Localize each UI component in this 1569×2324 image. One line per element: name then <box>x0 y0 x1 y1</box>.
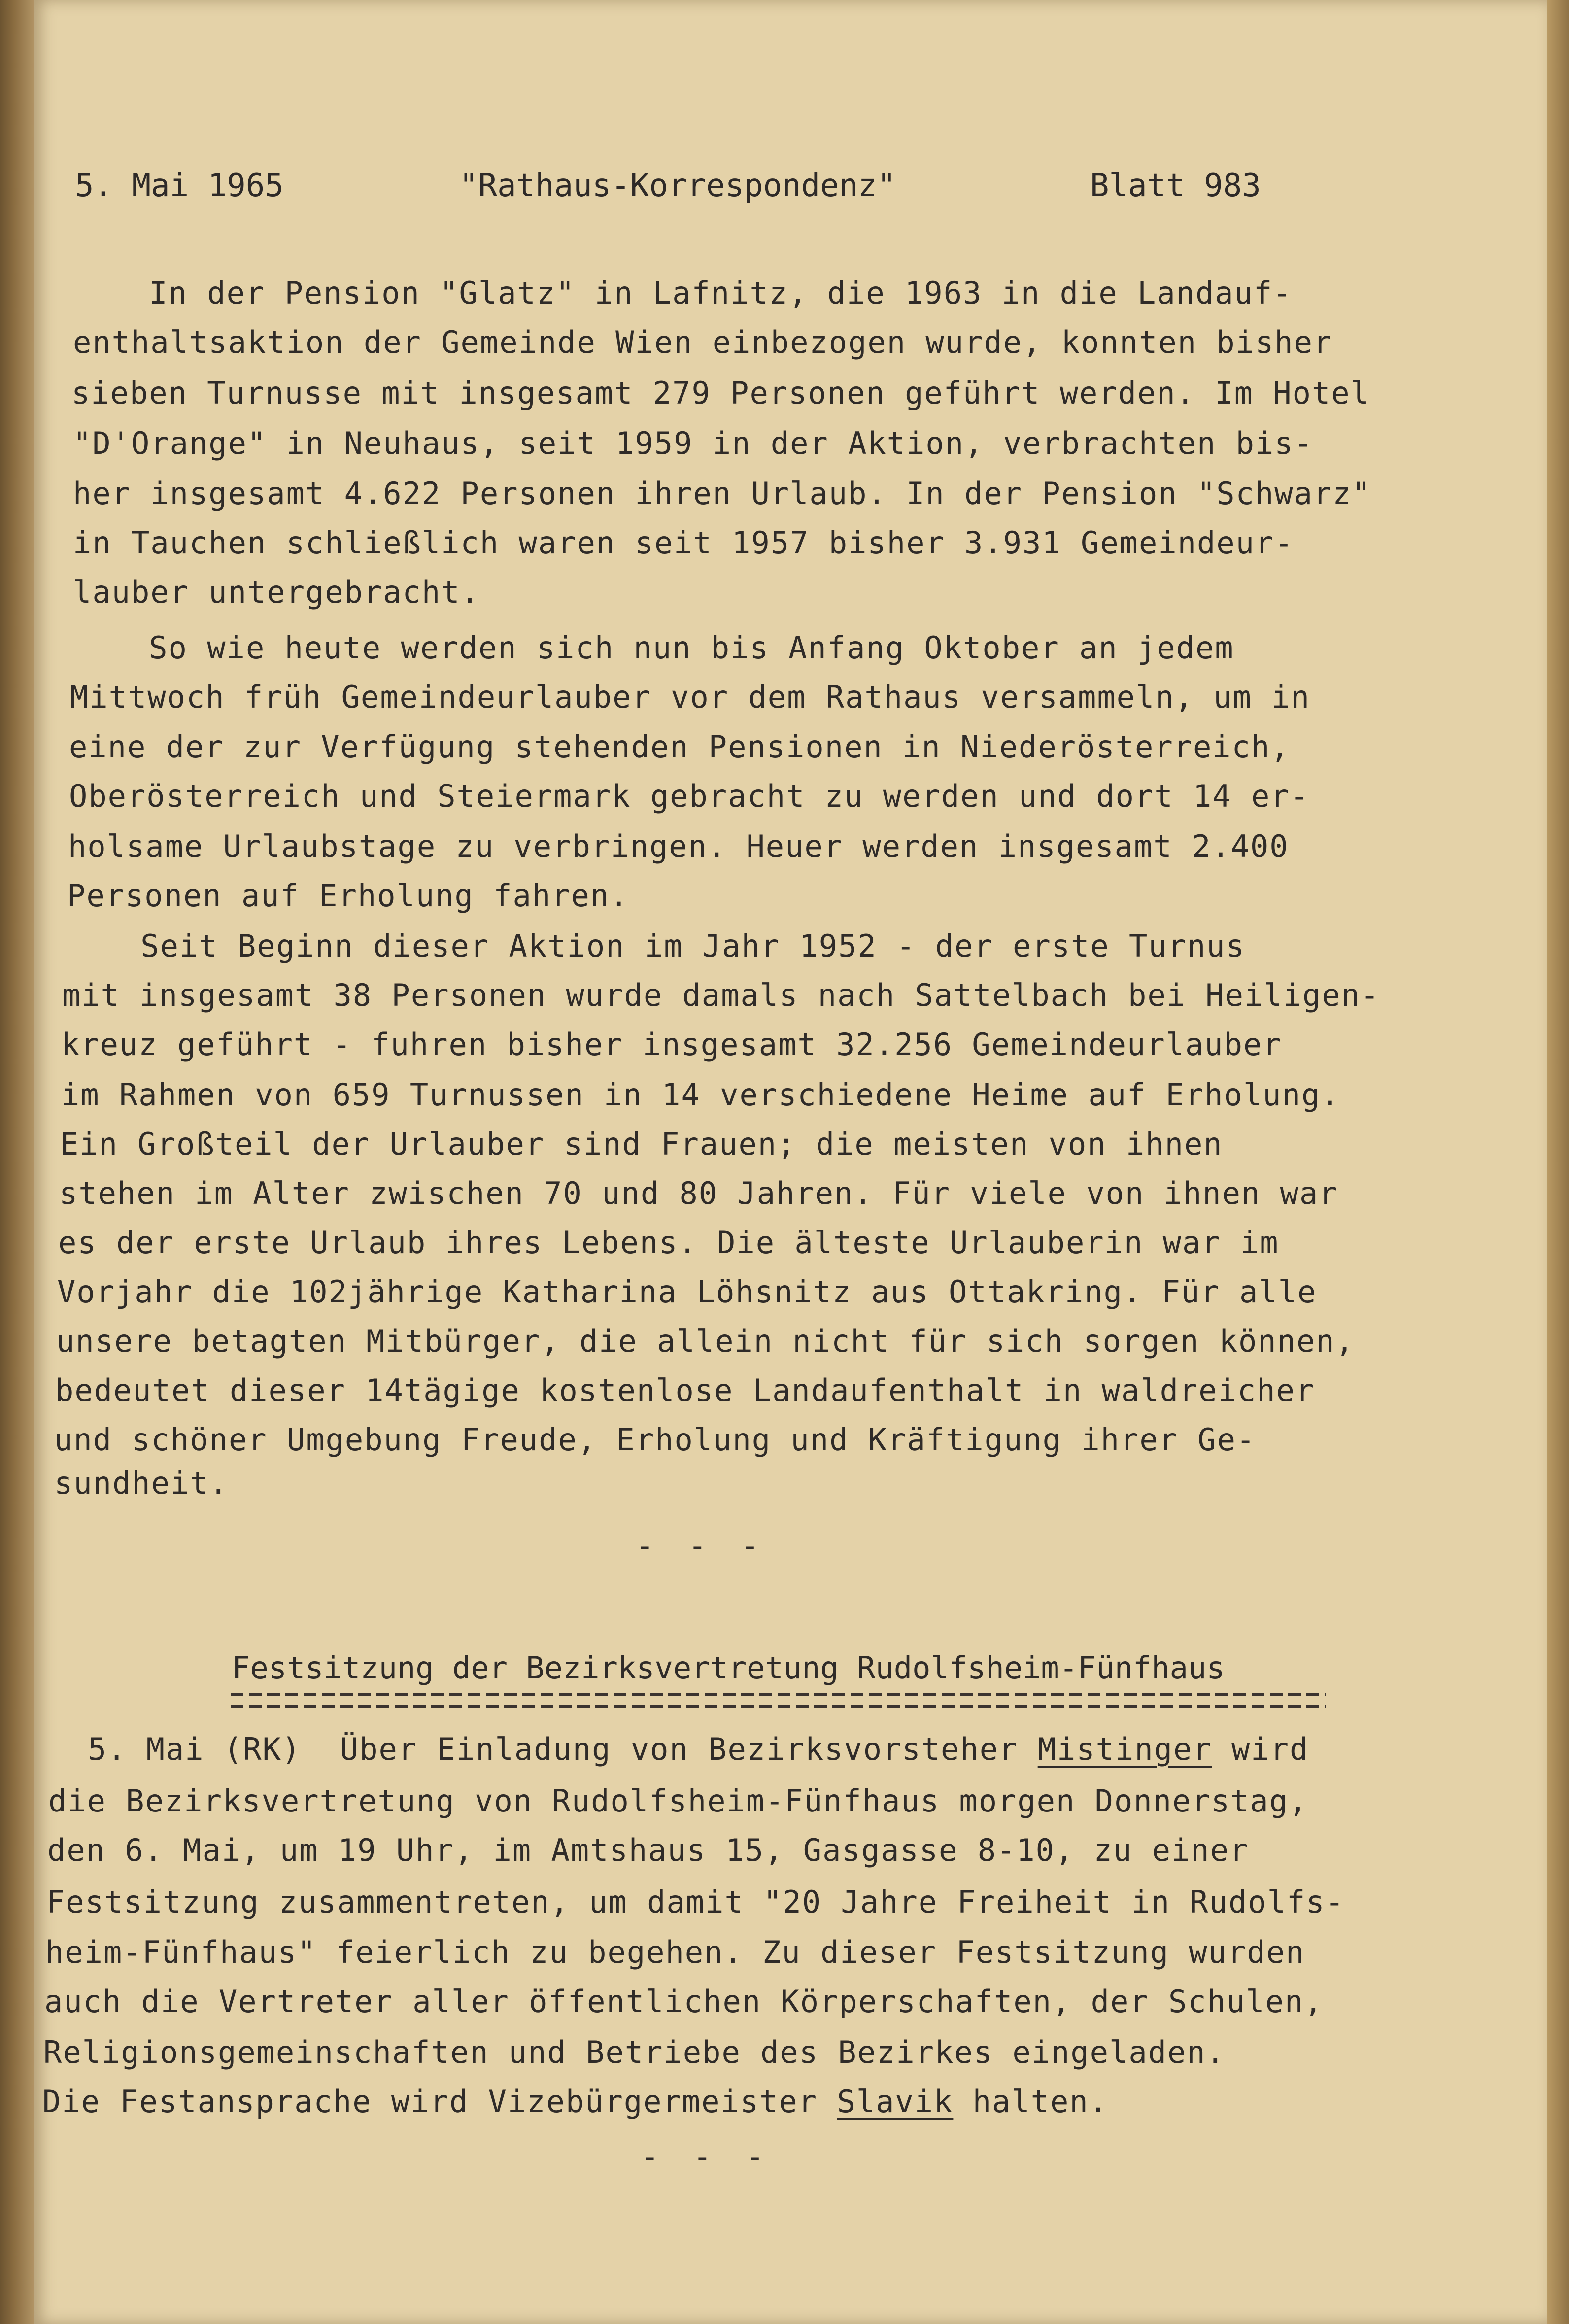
text-segment: Die Festansprache wird Vizebürgermeister <box>42 2084 837 2119</box>
text-line: Vorjahr die 102jährige Katharina Löhsnitz aus Ottakring. Für alle <box>57 1274 1317 1310</box>
book-binding <box>0 0 34 2324</box>
text-line: Religionsgemeinschaften und Betriebe des Bezirkes eingeladen. <box>43 2034 1226 2070</box>
page-edge <box>1547 0 1569 2324</box>
text-line: die Bezirksvertretung von Rudolfsheim-Fünfhaus morgen Donnerstag, <box>48 1783 1308 1819</box>
text-line: sieben Turnusse mit insgesamt 279 Personen geführt werden. Im Hotel <box>71 375 1370 411</box>
underlined-name: Slavik <box>837 2084 954 2119</box>
text-line: im Rahmen von 659 Turnussen in 14 verschiedene Heime auf Erholung. <box>61 1077 1340 1113</box>
text-line: in Tauchen schließlich waren seit 1957 bisher 3.931 Gemeindeur- <box>73 525 1294 561</box>
text-line: unsere betagten Mitbürger, die allein nicht für sich sorgen können, <box>56 1323 1355 1359</box>
header-publication: "Rathaus-Korrespondenz" <box>459 168 896 204</box>
text-line: eine der zur Verfügung stehenden Pensionen in Niederösterreich, <box>69 729 1290 765</box>
header-date: 5. Mai 1965 <box>75 168 284 204</box>
text-line: und schöner Umgebung Freude, Erholung und Kräftigung ihrer Ge- <box>54 1422 1256 1458</box>
text-line: bedeutet dieser 14tägige kostenlose Landaufenthalt in waldreicher <box>55 1372 1315 1408</box>
text-line: den 6. Mai, um 19 Uhr, im Amtshaus 15, Gasgasse 8-10, zu einer <box>47 1832 1249 1868</box>
text-line: kreuz geführt - fuhren bisher insgesamt 32.256 Gemeindeurlauber <box>61 1026 1282 1062</box>
article-heading: Festsitzung der Bezirksvertretung Rudolfsheim-Fünfhaus <box>232 1650 1225 1686</box>
text-line: holsame Urlaubstage zu verbringen. Heuer werden insgesamt 2.400 <box>68 828 1289 864</box>
text-line: "D'Orange" in Neuhaus, seit 1959 in der Aktion, verbrachten bis- <box>73 425 1313 461</box>
text-line: Ein Großteil der Urlauber sind Frauen; die meisten von ihnen <box>60 1126 1223 1162</box>
text-segment: halten. <box>953 2084 1109 2119</box>
text-line: Personen auf Erholung fahren. <box>67 878 629 914</box>
text-line: enthaltsaktion der Gemeinde Wien einbezogen wurde, konnten bisher <box>73 324 1333 360</box>
text-line: sundheit. <box>54 1465 229 1501</box>
text-segment: 5. Mai (RK) Über Einladung von Bezirksvorsteher <box>49 1731 1038 1767</box>
text-segment: wird <box>1212 1731 1309 1767</box>
text-line: So wie heute werden sich nun bis Anfang Oktober an jedem <box>71 630 1234 666</box>
underlined-name: Mistinger <box>1037 1731 1212 1767</box>
text-line: Seit Beginn dieser Aktion im Jahr 1952 - der erste Turnus <box>63 928 1245 964</box>
text-line: stehen im Alter zwischen 70 und 80 Jahren. Für viele von ihnen war <box>59 1175 1338 1211</box>
page-header <box>75 168 1292 217</box>
text-line <box>49 1725 1309 1774</box>
text-line: Oberösterreich und Steiermark gebracht zu werden und dort 14 er- <box>69 778 1309 814</box>
text-line <box>42 2077 1108 2126</box>
text-line: heim-Fünfhaus" feierlich zu begehen. Zu dieser Festsitzung wurden <box>45 1934 1305 1970</box>
heading-double-rule <box>231 1693 1326 1713</box>
text-line: her insgesamt 4.622 Personen ihren Urlaub. In der Pension "Schwarz" <box>73 476 1371 512</box>
text-line: mit insgesamt 38 Personen wurde damals nach Sattelbach bei Heiligen- <box>62 977 1380 1013</box>
text-line: lauber untergebracht. <box>73 574 480 610</box>
section-separator: - - - <box>641 2139 772 2175</box>
header-sheet-number: Blatt 983 <box>1090 168 1261 204</box>
text-line: Mittwoch früh Gemeindeurlauber vor dem Rathaus versammeln, um in <box>70 679 1310 715</box>
text-line: In der Pension "Glatz" in Lafnitz, die 1963 in die Landauf- <box>71 275 1293 311</box>
section-separator: - - - <box>636 1528 767 1564</box>
text-line: Festsitzung zusammentreten, um damit "20 Jahre Freiheit in Rudolfs- <box>46 1884 1345 1920</box>
text-line: auch die Vertreter aller öffentlichen Körperschaften, der Schulen, <box>44 1983 1324 2019</box>
text-line: es der erste Urlaub ihres Lebens. Die älteste Urlauberin war im <box>58 1225 1279 1261</box>
